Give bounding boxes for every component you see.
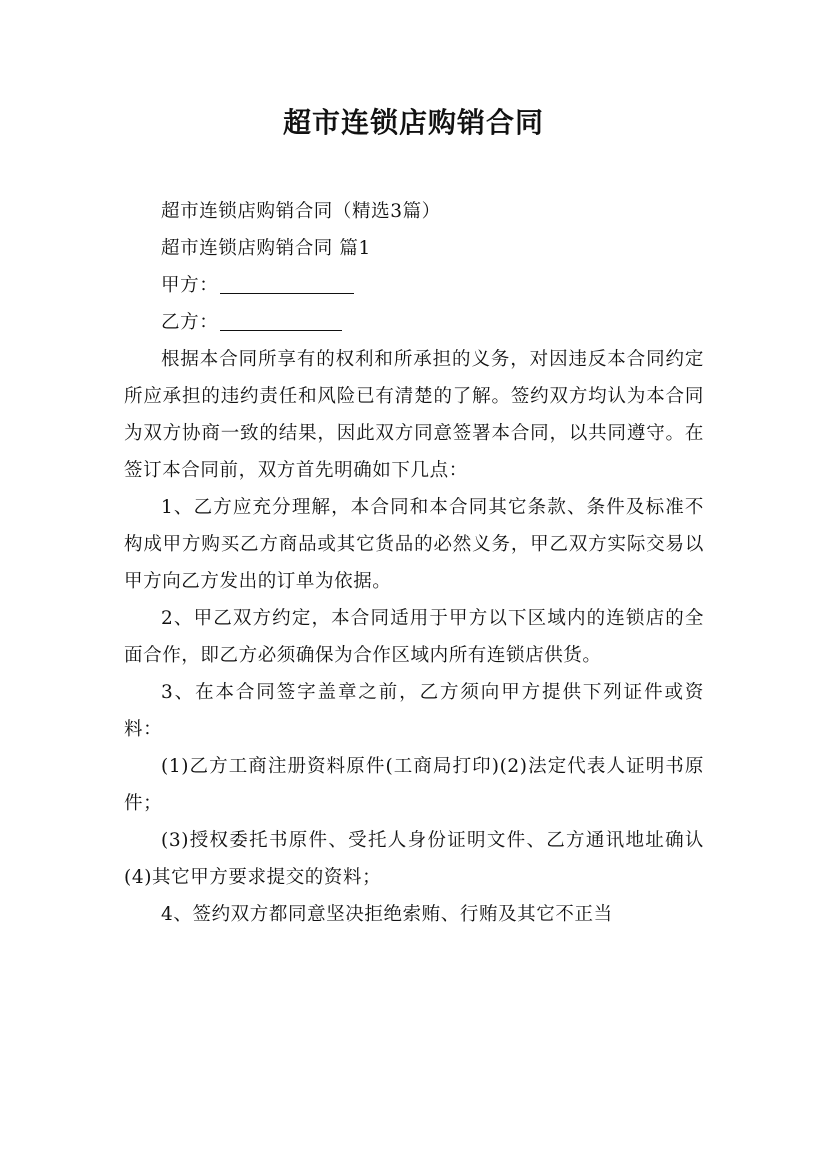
- document-body: [124, 193, 704, 933]
- party-a-line: [124, 267, 704, 304]
- party-a-label: 甲方：: [161, 275, 219, 296]
- party-a-blank: [220, 275, 354, 294]
- paragraph-clause-1: 1、乙方应充分理解，本合同和本合同其它条款、条件及标准不构成甲方购买乙方商品或其它货品的必然义务，甲乙双方实际交易以甲方向乙方发出的订单为依据。: [124, 497, 704, 592]
- paragraph-documents-1-2: (1)乙方工商注册资料原件(工商局打印)(2)法定代表人证明书原件；: [124, 756, 704, 814]
- paragraph-clause-2: 2、甲乙双方约定，本合同适用于甲方以下区域内的连锁店的全面合作，即乙方必须确保为合作区域内所有连锁店供货。: [124, 608, 704, 666]
- party-b-blank: [220, 312, 342, 331]
- paragraph-clause-4: 4、签约双方都同意坚决拒绝索贿、行贿及其它不正当: [161, 904, 613, 925]
- section-heading: 超市连锁店购销合同 篇1: [161, 238, 371, 259]
- party-b-line: [124, 304, 704, 341]
- paragraph-documents-3-4: (3)授权委托书原件、受托人身份证明文件、乙方通讯地址确认(4)其它甲方要求提交的资料；: [124, 830, 704, 888]
- party-b-label: 乙方：: [161, 312, 219, 333]
- paragraph-clause-3: 3、在本合同签字盖章之前，乙方须向甲方提供下列证件或资料：: [124, 682, 704, 740]
- paragraph-intro: 根据本合同所享有的权利和所承担的义务，对因违反本合同约定所应承担的违约责任和风险已有清楚的了解。签约双方均认为本合同为双方协商一致的结果，因此双方同意签署本合同，以共同遵守。在签订本合同前，双方首先明确如下几点：: [124, 349, 704, 481]
- document-title: 超市连锁店购销合同: [282, 106, 544, 139]
- document-subtitle: 超市连锁店购销合同（精选3篇）: [161, 201, 441, 222]
